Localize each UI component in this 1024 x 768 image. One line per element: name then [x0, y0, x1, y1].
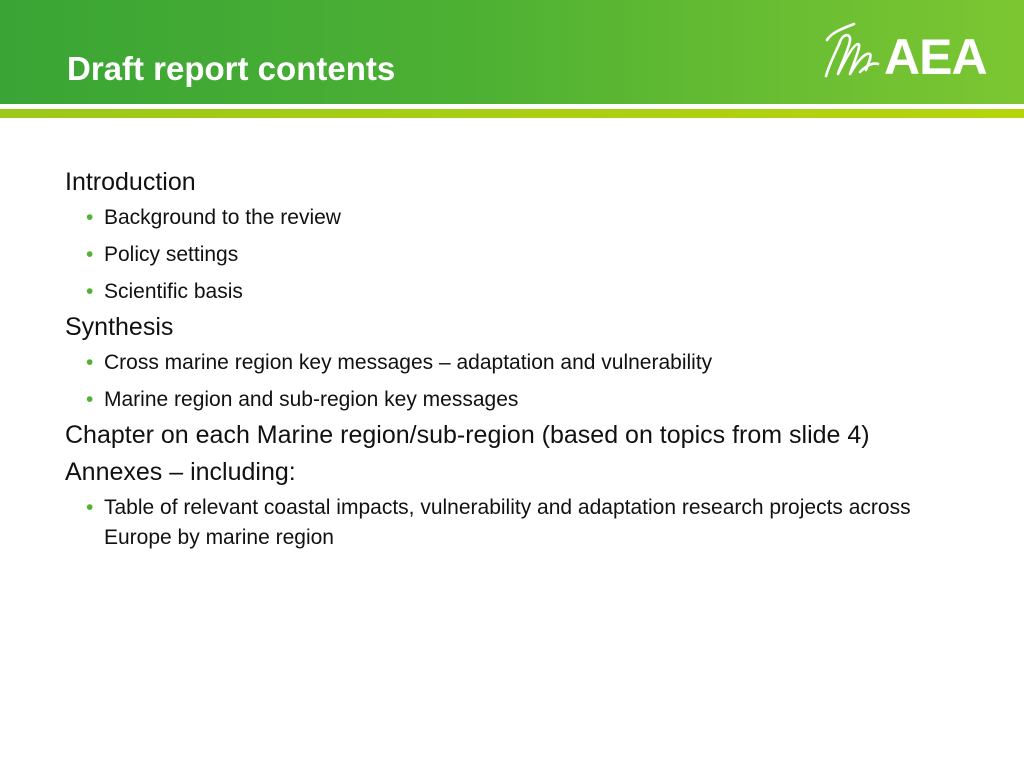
slide-body [65, 165, 965, 553]
outline-heading-annexes: Annexes – including: [65, 458, 296, 486]
bullet-text: Background to the review [104, 206, 341, 229]
bullet-dot-icon: • [86, 351, 94, 374]
bullet-text: Table of relevant coastal impacts, vulnerability and adaptation research projects across Europe by marine region [104, 496, 911, 549]
bullet-dot-icon: • [86, 388, 94, 411]
outline-bullet [65, 348, 965, 378]
aea-logo [824, 18, 1008, 84]
bullet-dot-icon: • [86, 280, 94, 303]
aea-logo-mark-icon [824, 18, 884, 84]
bullet-text: Scientific basis [104, 280, 243, 303]
bullet-dot-icon: • [86, 496, 94, 519]
bullet-text: Marine region and sub-region key messages [104, 388, 519, 411]
bullet-dot-icon: • [86, 206, 94, 229]
outline-bullet [65, 240, 965, 270]
outline-heading-introduction: Introduction [65, 168, 196, 196]
outline-bullet [65, 203, 965, 233]
outline-bullet [65, 385, 965, 415]
outline-heading-chapter: Chapter on each Marine region/sub-region (based on topics from slide 4) [65, 421, 870, 449]
header-divider-lime [0, 109, 1024, 118]
bullet-text: Cross marine region key messages – adaptation and vulnerability [104, 351, 713, 374]
bullet-text: Policy settings [104, 243, 239, 266]
slide-title: Draft report contents [67, 50, 396, 87]
outline-heading-synthesis: Synthesis [65, 313, 174, 341]
bullet-dot-icon: • [86, 243, 94, 266]
aea-logo-text: AEA [884, 29, 987, 85]
outline-bullet [65, 277, 965, 307]
outline-bullet [65, 493, 965, 553]
